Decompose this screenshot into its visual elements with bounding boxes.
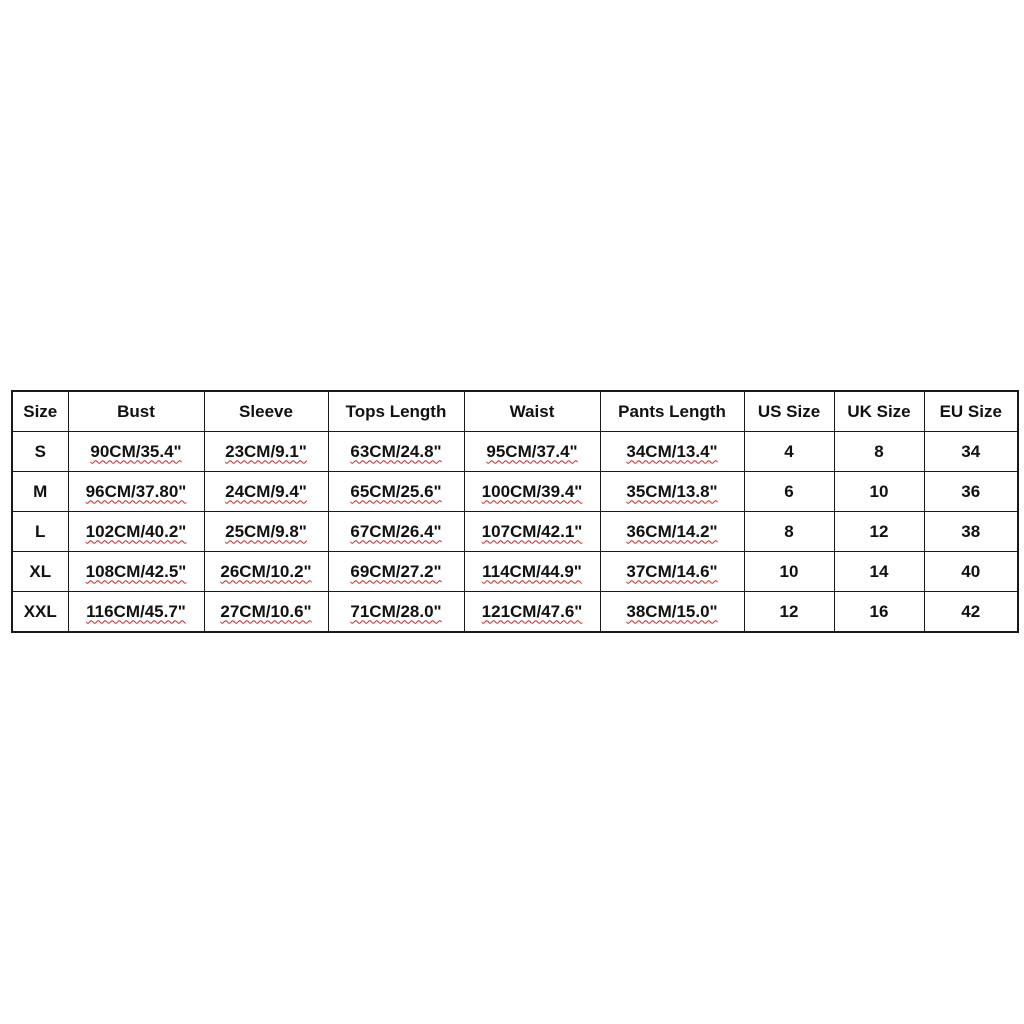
header-row: [12, 391, 1018, 432]
cell-eu-size: 36: [924, 472, 1018, 512]
pants-length-value: 34CM/13.4": [626, 441, 718, 461]
cell-us-size: 12: [744, 592, 834, 633]
cell-pants-length: [600, 552, 744, 592]
cell-sleeve: [204, 592, 328, 633]
cell-tops-length: [328, 472, 464, 512]
tops-length-value: 65CM/25.6": [350, 481, 442, 501]
bust-value: 90CM/35.4": [90, 441, 182, 461]
header-sleeve: Sleeve: [204, 391, 328, 432]
cell-us-size: 8: [744, 512, 834, 552]
sleeve-value: 25CM/9.8": [225, 521, 307, 541]
cell-sleeve: [204, 552, 328, 592]
waist-value: 114CM/44.9": [482, 561, 582, 581]
cell-bust: [68, 552, 204, 592]
cell-eu-size: 40: [924, 552, 1018, 592]
sleeve-value: 23CM/9.1": [225, 441, 307, 461]
cell-tops-length: [328, 592, 464, 633]
header-pants-length: Pants Length: [600, 391, 744, 432]
header-waist: Waist: [464, 391, 600, 432]
header-uk-size: UK Size: [834, 391, 924, 432]
table-row: [12, 472, 1018, 512]
pants-length-value: 38CM/15.0": [626, 601, 718, 621]
cell-sleeve: [204, 512, 328, 552]
sleeve-value: 27CM/10.6": [220, 601, 312, 621]
cell-uk-size: 8: [834, 432, 924, 472]
sleeve-value: 26CM/10.2": [220, 561, 312, 581]
header-bust: Bust: [68, 391, 204, 432]
pants-length-value: 35CM/13.8": [626, 481, 718, 501]
cell-uk-size: 12: [834, 512, 924, 552]
waist-value: 107CM/42.1": [481, 521, 583, 541]
header-eu-size: EU Size: [924, 391, 1018, 432]
cell-tops-length: [328, 512, 464, 552]
cell-pants-length: [600, 512, 744, 552]
table-row: [12, 592, 1018, 633]
cell-us-size: 6: [744, 472, 834, 512]
cell-eu-size: 42: [924, 592, 1018, 633]
cell-waist: [464, 592, 600, 633]
cell-pants-length: [600, 432, 744, 472]
header-us-size: US Size: [744, 391, 834, 432]
cell-waist: [464, 432, 600, 472]
cell-sleeve: [204, 472, 328, 512]
cell-pants-length: [600, 472, 744, 512]
header-tops-length: Tops Length: [328, 391, 464, 432]
cell-uk-size: 10: [834, 472, 924, 512]
cell-tops-length: [328, 432, 464, 472]
waist-value: 95CM/37.4": [486, 441, 578, 461]
cell-uk-size: 14: [834, 552, 924, 592]
table-row: [12, 432, 1018, 472]
cell-us-size: 4: [744, 432, 834, 472]
cell-waist: [464, 512, 600, 552]
cell-bust: [68, 512, 204, 552]
table-row: [12, 552, 1018, 592]
cell-uk-size: 16: [834, 592, 924, 633]
sleeve-value: 24CM/9.4": [225, 481, 307, 501]
size-chart-table: [11, 390, 1019, 633]
pants-length-value: 37CM/14.6": [626, 561, 718, 581]
cell-size: L: [12, 512, 68, 552]
cell-sleeve: [204, 432, 328, 472]
bust-value: 108CM/42.5": [85, 561, 187, 581]
tops-length-value: 69CM/27.2": [350, 561, 442, 581]
cell-pants-length: [600, 592, 744, 633]
pants-length-value: 36CM/14.2": [626, 521, 718, 541]
waist-value: 100CM/39.4": [481, 481, 583, 501]
tops-length-value: 67CM/26.4": [350, 521, 442, 541]
cell-us-size: 10: [744, 552, 834, 592]
cell-size: S: [12, 432, 68, 472]
tops-length-value: 63CM/24.8": [350, 441, 442, 461]
cell-waist: [464, 552, 600, 592]
cell-bust: [68, 432, 204, 472]
cell-waist: [464, 472, 600, 512]
cell-tops-length: [328, 552, 464, 592]
waist-value: 121CM/47.6": [481, 601, 583, 621]
cell-eu-size: 38: [924, 512, 1018, 552]
cell-size: XL: [12, 552, 68, 592]
bust-value: 116CM/45.7": [86, 601, 186, 621]
bust-value: 102CM/40.2": [85, 521, 187, 541]
bust-value: 96CM/37.80": [85, 481, 187, 501]
cell-bust: [68, 472, 204, 512]
table-row: [12, 512, 1018, 552]
cell-eu-size: 34: [924, 432, 1018, 472]
header-size: Size: [12, 391, 68, 432]
cell-size: XXL: [12, 592, 68, 633]
tops-length-value: 71CM/28.0": [350, 601, 442, 621]
cell-bust: [68, 592, 204, 633]
cell-size: M: [12, 472, 68, 512]
